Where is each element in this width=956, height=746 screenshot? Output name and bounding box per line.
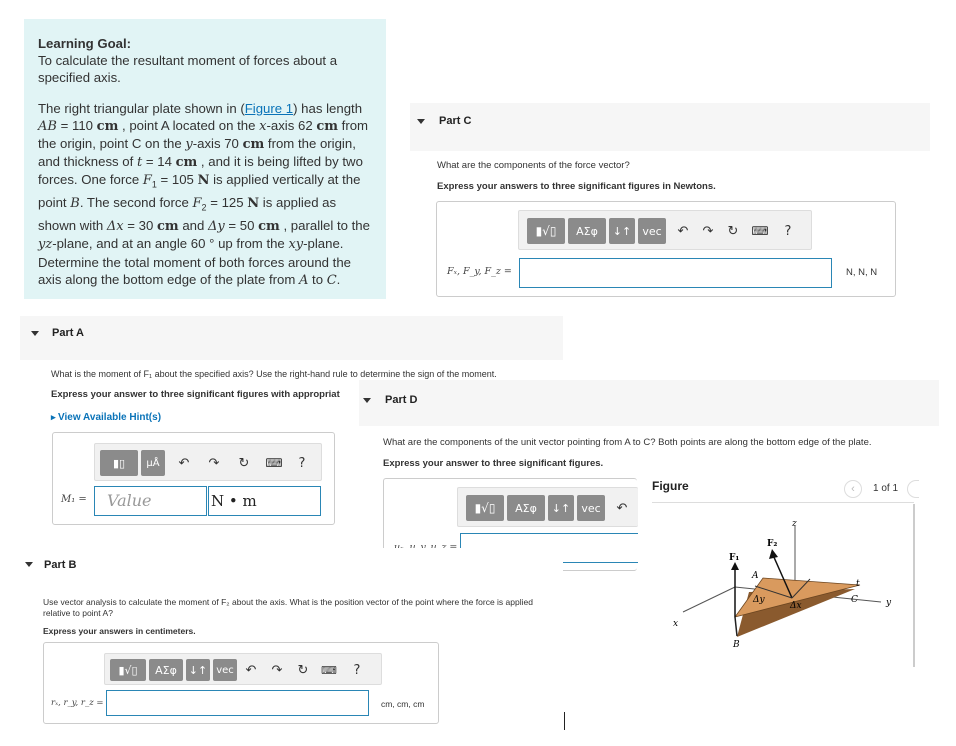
units-input[interactable]: N • m [208, 486, 321, 516]
part-c-title: Part C [439, 115, 472, 127]
redo-icon[interactable]: ↷ [271, 662, 283, 678]
templates-button[interactable]: ▮√▯ [110, 659, 146, 681]
part-d-title: Part D [385, 394, 418, 406]
greek-symbols-button[interactable]: ΑΣφ [149, 659, 183, 681]
figure-panel [645, 474, 956, 674]
redo-icon[interactable]: ↷ [208, 455, 220, 471]
learning-goal-box [24, 19, 386, 299]
figure-pager: 1 of 1 [873, 483, 899, 494]
label-dy: Δy [753, 595, 765, 605]
x-axis [683, 587, 735, 612]
collapse-arrow-icon [25, 562, 33, 567]
part-b-instruction: Express your answers in centimeters. [43, 626, 196, 636]
value-input[interactable]: Value [94, 486, 207, 516]
part-b-units: cm, cm, cm [381, 699, 425, 709]
keyboard-icon[interactable]: ⌨ [751, 224, 769, 238]
undo-icon[interactable]: ↶ [677, 223, 689, 239]
greek-symbols-button[interactable]: ΑΣφ [507, 495, 545, 521]
undo-icon[interactable]: ↶ [616, 500, 628, 516]
part-a-header[interactable] [20, 316, 563, 360]
label-dx: Δx [790, 601, 802, 611]
figure-diagram [645, 474, 956, 674]
part-c-answer-input[interactable] [519, 258, 832, 288]
part-d-header[interactable] [359, 380, 939, 426]
label-y: y [886, 598, 892, 608]
reset-icon[interactable]: ↻ [727, 223, 739, 239]
figure-link[interactable]: Figure 1 [244, 100, 294, 116]
collapse-arrow-icon [363, 398, 371, 403]
help-icon[interactable]: ? [298, 455, 306, 471]
redo-icon[interactable]: ↷ [702, 223, 714, 239]
part-d-toolbar [457, 487, 638, 527]
part-c-instruction: Express your answers to three significant figures in Newtons. [437, 181, 716, 192]
part-b-toolbar [104, 653, 382, 685]
part-a-toolbar [94, 443, 322, 481]
reset-icon[interactable]: ↻ [297, 662, 309, 678]
vector-button[interactable]: vec [577, 495, 605, 521]
vector-button[interactable]: vec [213, 659, 237, 681]
label-a: A [752, 571, 759, 581]
part-d-instruction: Express your answer to three significant figures. [383, 458, 604, 469]
undo-icon[interactable]: ↶ [178, 455, 190, 471]
sort-arrows-button[interactable]: ↓↑ [609, 218, 635, 244]
part-c-toolbar [518, 210, 812, 250]
part-b-title: Part B [44, 559, 77, 571]
label-t: t [856, 579, 860, 589]
help-icon[interactable]: ? [784, 223, 792, 239]
part-a-label: M₁ = [61, 494, 87, 505]
f2-arrowhead [769, 549, 778, 559]
label-f2: F₂ [767, 539, 778, 549]
templates-button[interactable]: ▮√▯ [466, 495, 504, 521]
part-c-units: N, N, N [846, 267, 878, 278]
part-a-instruction: Express your answer to three significant figures with appropriat [51, 389, 340, 400]
part-c-label: Fₓ, F_y, F_z = [447, 266, 512, 277]
f1-arrowhead [731, 562, 739, 570]
part-b-label: rₓ, r_y, r_z = [51, 698, 104, 708]
learning-goal-text: To calculate the resultant moment of forces about a specified axis. [38, 53, 338, 86]
greek-symbols-button[interactable]: ΑΣφ [568, 218, 606, 244]
reset-icon[interactable]: ↻ [238, 455, 250, 471]
part-a-answer-panel [52, 432, 335, 525]
label-b: B [733, 640, 740, 650]
keyboard-icon[interactable]: ⌨ [321, 663, 337, 677]
keyboard-icon[interactable]: ⌨ [265, 456, 283, 470]
part-c-answer-panel [436, 201, 896, 297]
learning-goal-heading: Learning Goal: [38, 36, 132, 51]
part-b-question: Use vector analysis to calculate the moment of F₂ about the axis. What is the position vector of the point where the force is applied relative to point A? [43, 597, 533, 618]
templates-button[interactable]: ▮√▯ [527, 218, 565, 244]
view-hints-link[interactable]: ▸ View Available Hint(s) [51, 412, 162, 423]
undo-icon[interactable]: ↶ [245, 662, 257, 678]
help-icon[interactable]: ? [353, 662, 361, 678]
problem-statement: The right triangular plate shown in (Figure 1) has length AB = 110 cm , point A located on the x-axis 62 cm from the origin, point C on the y-axis 70 cm from the origin, and thickness of t = 14 cm , and it is being lifted by two forces. One force $F_1 = 105$ N is applied vertically at the point B. The second force $F_2 = 125$ N is applied as shown with Δx = 30 cm and Δy = 50 cm , parallel to the yz-plane, and at an angle 60 ° up from the xy-plane. Determine the total moment of both forces around the axis along the bottom edge of the plate from A to C. [38, 100, 370, 288]
text-cursor [564, 712, 565, 730]
templates-button[interactable]: ▮▯ [100, 450, 138, 476]
part-b-answer-input[interactable] [106, 690, 369, 716]
units-button[interactable]: μÅ [141, 450, 165, 476]
sort-arrows-button[interactable]: ↓↑ [548, 495, 574, 521]
label-c: C [851, 595, 858, 605]
part-a-question: What is the moment of F₁ about the specified axis? Use the right-hand rule to determine the sign of the moment. [51, 369, 497, 379]
label-f1: F₁ [729, 553, 740, 563]
part-c-header[interactable] [410, 103, 930, 151]
part-b-header[interactable] [20, 548, 563, 584]
collapse-arrow-icon [417, 119, 425, 124]
sort-arrows-button[interactable]: ↓↑ [186, 659, 210, 681]
label-z: z [792, 519, 797, 529]
label-x: x [673, 619, 679, 629]
vector-button[interactable]: vec [638, 218, 666, 244]
part-d-question: What are the components of the unit vector pointing from A to C? Both points are along the bottom edge of the plate. [383, 437, 872, 448]
part-a-title: Part A [52, 327, 84, 339]
figure-title: Figure [652, 479, 689, 493]
collapse-arrow-icon [31, 331, 39, 336]
prev-figure-button[interactable]: ‹ [844, 480, 862, 498]
b-edge-line [735, 617, 737, 636]
part-c-question: What are the components of the force vector? [437, 160, 630, 171]
part-b-answer-panel [43, 642, 439, 724]
